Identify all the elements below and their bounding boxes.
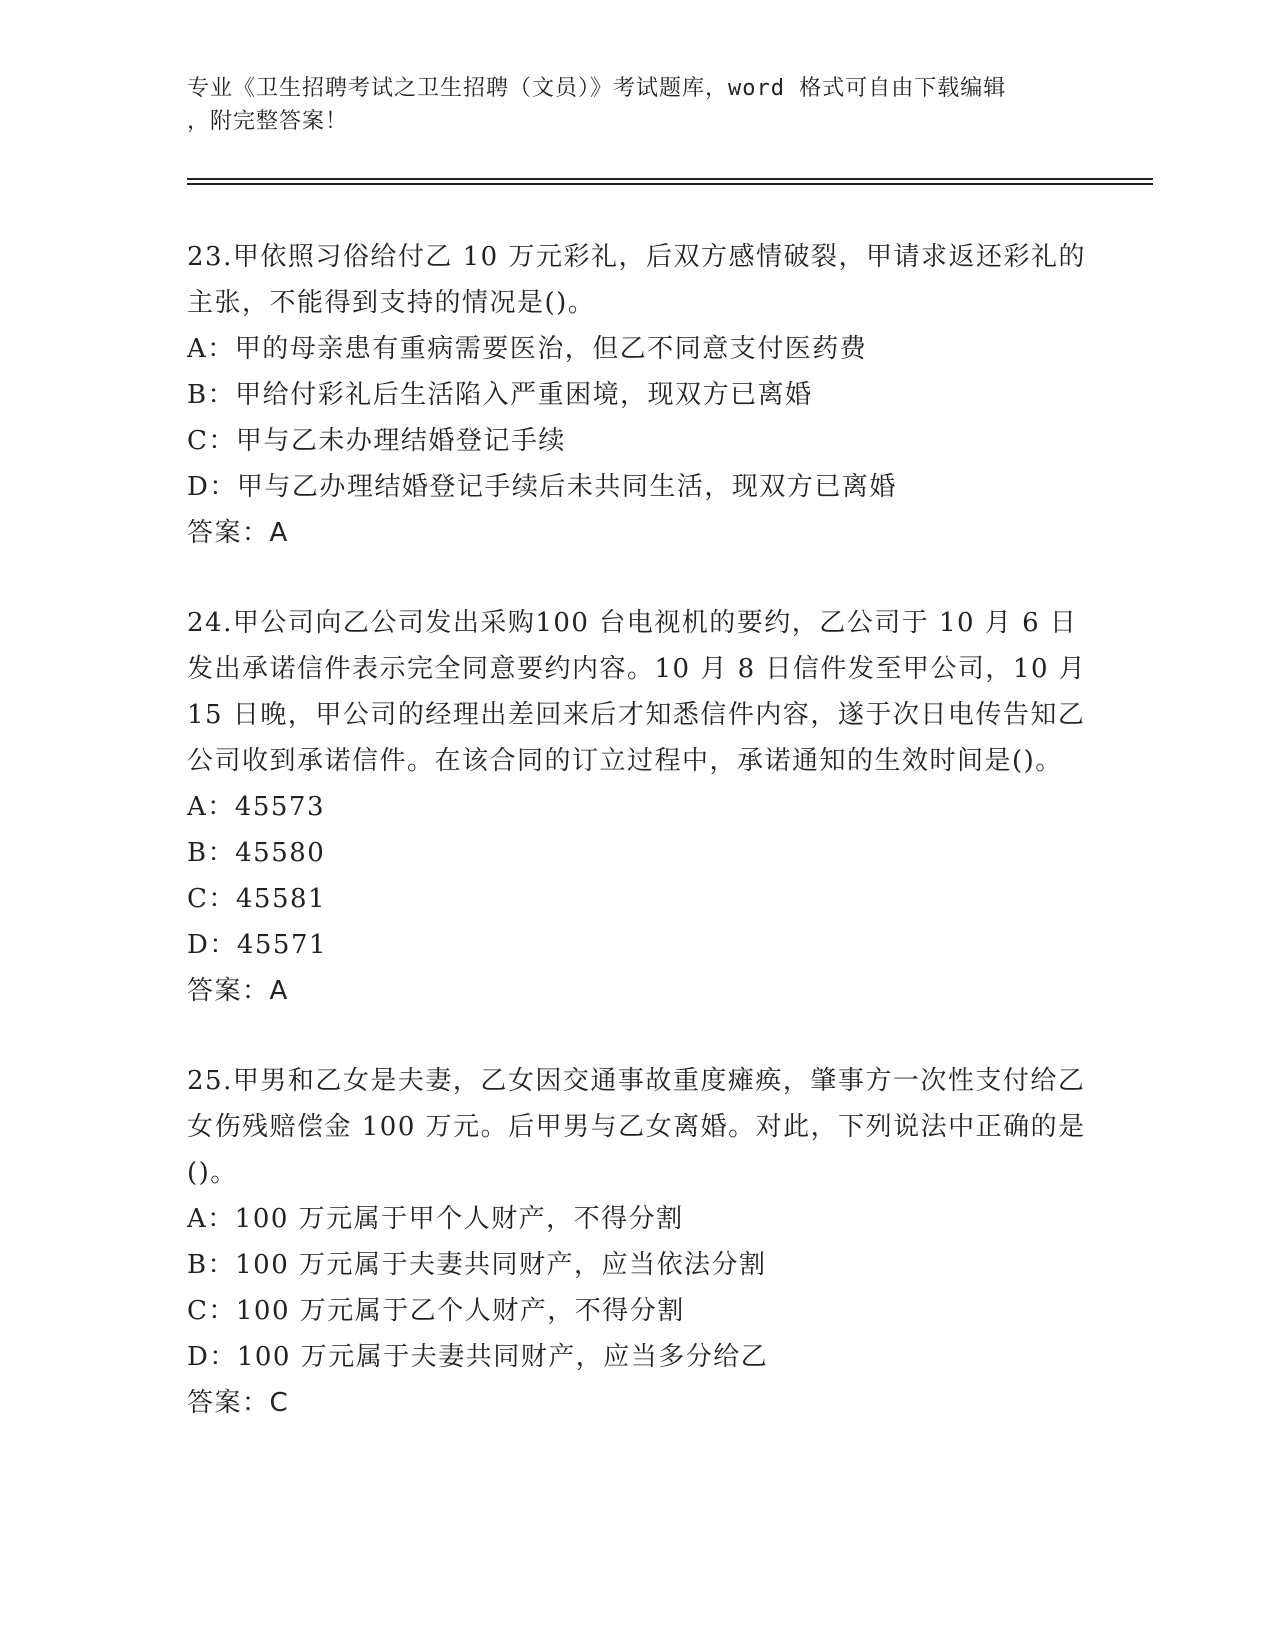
question-24 (187, 600, 1087, 1014)
option-d: D：100 万元属于夫妻共同财产，应当多分给乙 (187, 1342, 769, 1372)
option-d: D：甲与乙办理结婚登记手续后未共同生活，现双方已离婚 (187, 472, 897, 502)
option-c: C：100 万元属于乙个人财产，不得分割 (187, 1296, 685, 1326)
header-rule-bottom (187, 183, 1153, 185)
option-b: B：100 万元属于夫妻共同财产，应当依法分割 (187, 1250, 767, 1280)
question-25 (187, 1058, 1087, 1426)
option-b: B：45580 (187, 838, 326, 868)
option-a: A：100 万元属于甲个人财产，不得分割 (187, 1204, 684, 1234)
header-line-1: 专业《卫生招聘考试之卫生招聘（文员）》考试题库，word 格式可自由下载编辑 (187, 76, 1007, 101)
option-b: B：甲给付彩礼后生活陷入严重困境，现双方已离婚 (187, 380, 813, 410)
option-d: D：45571 (187, 930, 328, 960)
question-23 (187, 234, 1087, 556)
option-a: A：甲的母亲患有重病需要医治，但乙不同意支付医药费 (187, 334, 868, 364)
answer: 答案：C (187, 1388, 290, 1418)
header-rule-top (187, 178, 1153, 180)
option-c: C：45581 (187, 884, 327, 914)
question-stem: 25.甲男和乙女是夫妻，乙女因交通事故重度瘫痪，肇事方一次性支付给乙女伤残赔偿金 100 万元。后甲男与乙女离婚。对此，下列说法中正确的是()。 (187, 1066, 1086, 1188)
option-c: C：甲与乙未办理结婚登记手续 (187, 426, 566, 456)
question-stem: 23.甲依照习俗给付乙 10 万元彩礼，后双方感情破裂，甲请求返还彩礼的主张，不能得到支持的情况是()。 (187, 242, 1086, 318)
answer: 答案：A (187, 518, 289, 548)
question-stem: 24.甲公司向乙公司发出采购100 台电视机的要约，乙公司于 10 月 6 日发出承诺信件表示完全同意要约内容。10 月 8 日信件发至甲公司，10 月 15 日晚，甲公司的经理出差回来后才知悉信件内容，遂于次日电传告知乙公司收到承诺信件。在该合同的订立过程中，承诺通知的生效时间是()。 (187, 608, 1087, 776)
header-line-2: ，附完整答案！ (187, 109, 349, 134)
question-list (187, 234, 1087, 1470)
answer: 答案：A (187, 976, 289, 1006)
option-a: A：45573 (187, 792, 325, 822)
document-header (187, 72, 1087, 138)
